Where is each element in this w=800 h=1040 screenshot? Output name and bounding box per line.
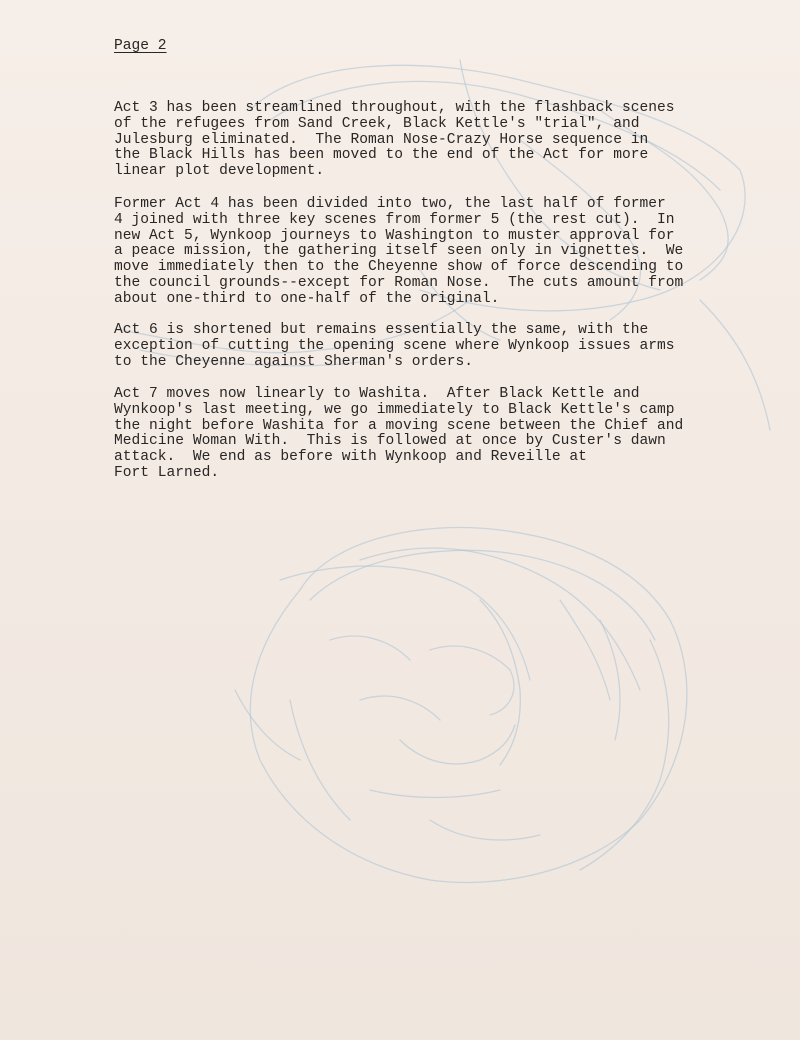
page-number-label: Page 2 <box>114 38 167 54</box>
paragraph-act-3: Act 3 has been streamlined throughout, with the flashback scenes of the refugees from Sand Creek, Black Kettle's "trial", and Julesburg eliminated. The Roman Nose-Crazy Horse sequence in the Black Hills has been moved to the end of the Act for more linear plot development. <box>114 100 675 180</box>
paragraph-act-6: Act 6 is shortened but remains essentially the same, with the exception of cutting the opening scene where Wynkoop issues arms to the Cheyenne against Sherman's orders. <box>114 322 675 370</box>
paragraph-act-7: Act 7 moves now linearly to Washita. After Black Kettle and Wynkoop's last meeting, we go immediately to Black Kettle's camp the night before Washita for a moving scene between the Chief and Medicine Woman With. This is followed at once by Custer's dawn attack. We end as before with Wynkoop and Reveille at Fort Larned. <box>114 386 684 481</box>
paragraph-act-4-5: Former Act 4 has been divided into two, the last half of former 4 joined with three key scenes from former 5 (the rest cut). In new Act 5, Wynkoop journeys to Washington to muster approval for a peace mission, the gathering itself seen only in vignettes. We move immediately then to the Cheyenne show of force descending to the council grounds--except for Roman Nose. The cuts amount from about one-third to one-half of the original. <box>114 196 684 307</box>
